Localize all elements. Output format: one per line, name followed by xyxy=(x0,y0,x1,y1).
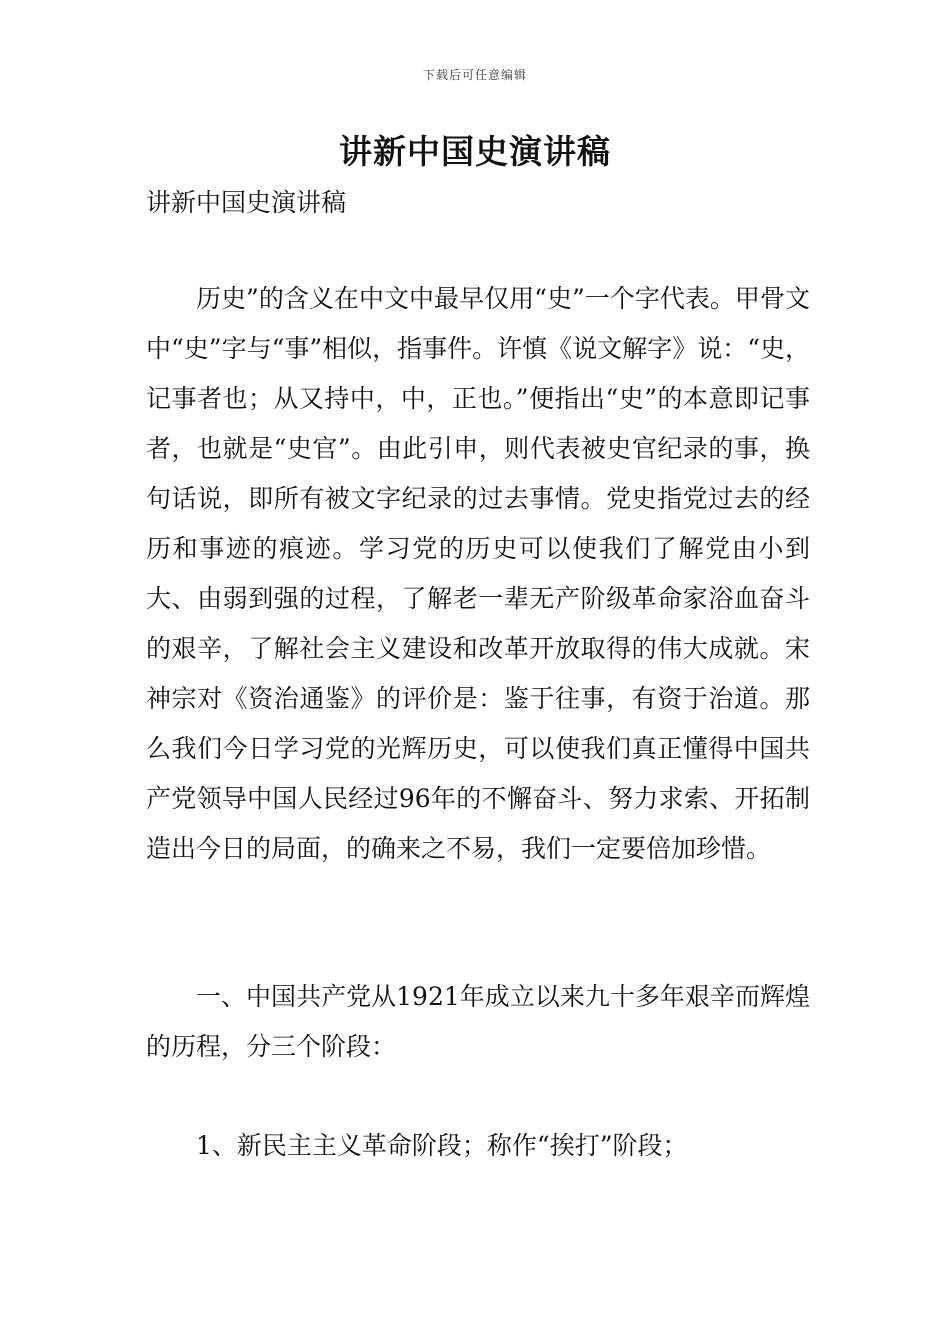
body-paragraph-stage-one: 1、新民主主义革命阶段；称作“挨打”阶段； xyxy=(196,1131,688,1160)
body-paragraph-section-one: 一、中国共产党从1921年成立以来九十多年艰辛而辉煌的历程，分三个阶段： xyxy=(146,982,810,1061)
header-note: 下载后可任意编辑 xyxy=(422,68,527,82)
document-title: 讲新中国史演讲稿 xyxy=(339,132,611,171)
body-paragraph-intro: 历史”的含义在中文中最早仅用“史”一个字代表。甲骨文中“史”字与“事”相似，指事件。许慎《说文解字》说：“史，记事者也；从又持中，中，正也。”便指出“史”的本意即记事者，也就是“史官”。由此引申，则代表被史官纪录的事，换句话说，即所有被文字纪录的过去事情。党史指党过去的经历和事迹的痕迹。学习党的历史可以使我们了解党由小到大、由弱到强的过程，了解老一辈无产阶级革命家浴血奋斗的艰辛，了解社会主义建设和改革开放取得的伟大成就。宋神宗对《资治通鉴》的评价是：鉴于往事，有资于治道。那么我们今日学习党的光辉历史，可以使我们真正懂得中国共产党领导中国人民经过96年的不懈奋斗、努力求索、开拓制造出今日的局面，的确来之不易，我们一定要倍加珍惜。 xyxy=(146,284,810,863)
document-subtitle: 讲新中国史演讲稿 xyxy=(146,188,347,217)
